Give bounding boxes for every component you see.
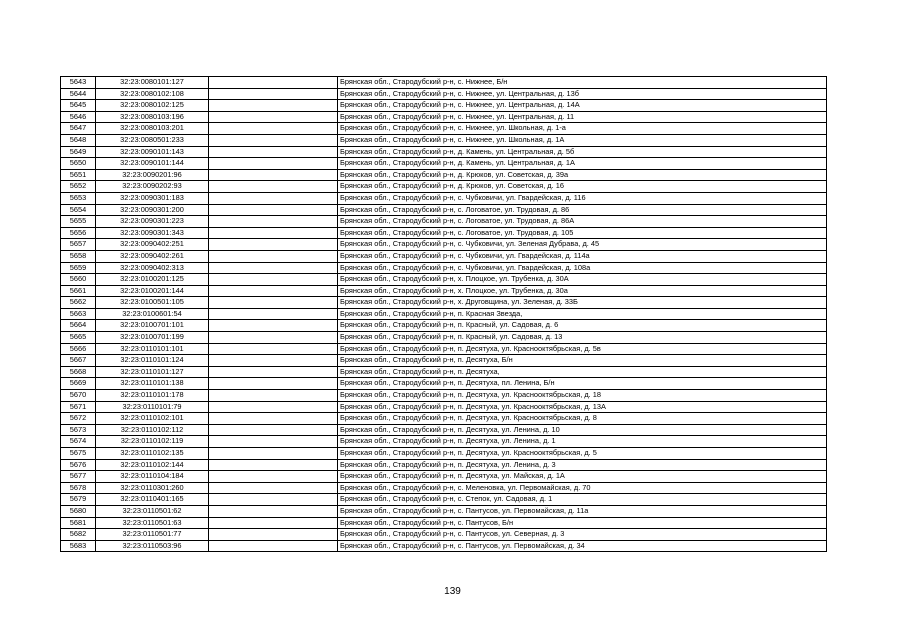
address-cell: Брянская обл., Стародубский р-н, с. Пантусов, ул. Первомайская, д. 11а bbox=[338, 505, 827, 517]
table-row bbox=[61, 540, 827, 552]
table-row bbox=[61, 297, 827, 309]
row-number-cell: 5668 bbox=[61, 366, 96, 378]
address-cell: Брянская обл., Стародубский р-н, х. Друговщина, ул. Зеленая, д. 33Б bbox=[338, 297, 827, 309]
empty-cell bbox=[209, 134, 338, 146]
empty-cell bbox=[209, 297, 338, 309]
row-number-cell: 5671 bbox=[61, 401, 96, 413]
row-number-cell: 5666 bbox=[61, 343, 96, 355]
table-row bbox=[61, 505, 827, 517]
row-number-cell: 5662 bbox=[61, 297, 96, 309]
row-number-cell: 5669 bbox=[61, 378, 96, 390]
empty-cell bbox=[209, 250, 338, 262]
empty-cell bbox=[209, 378, 338, 390]
table-row bbox=[61, 77, 827, 89]
table-row bbox=[61, 366, 827, 378]
cadastral-number-cell: 32:23:0100501:105 bbox=[96, 297, 209, 309]
cadastral-number-cell: 32:23:0110102:119 bbox=[96, 436, 209, 448]
table-row bbox=[61, 494, 827, 506]
table-row bbox=[61, 390, 827, 402]
row-number-cell: 5681 bbox=[61, 517, 96, 529]
address-cell: Брянская обл., Стародубский р-н, с. Степок, ул. Садовая, д. 1 bbox=[338, 494, 827, 506]
empty-cell bbox=[209, 308, 338, 320]
address-cell: Брянская обл., Стародубский р-н, п. Десятуха, ул. Краснооктябрьская, д. 8 bbox=[338, 413, 827, 425]
cadastral-number-cell: 32:23:0110501:62 bbox=[96, 505, 209, 517]
cadastral-number-cell: 32:23:0090402:261 bbox=[96, 250, 209, 262]
row-number-cell: 5682 bbox=[61, 529, 96, 541]
cadastral-number-cell: 32:23:0110102:112 bbox=[96, 424, 209, 436]
cadastral-number-cell: 32:23:0090202:93 bbox=[96, 181, 209, 193]
cadastral-number-cell: 32:23:0100601:54 bbox=[96, 308, 209, 320]
cadastral-number-cell: 32:23:0100201:125 bbox=[96, 274, 209, 286]
registry-table bbox=[60, 76, 827, 552]
address-cell: Брянская обл., Стародубский р-н, п. Десятуха, ул. Краснооктябрьская, д. 13А bbox=[338, 401, 827, 413]
cadastral-number-cell: 32:23:0080501:233 bbox=[96, 134, 209, 146]
address-cell: Брянская обл., Стародубский р-н, п. Красный, ул. Садовая, д. 6 bbox=[338, 320, 827, 332]
empty-cell bbox=[209, 77, 338, 89]
table-row bbox=[61, 459, 827, 471]
table-row bbox=[61, 343, 827, 355]
row-number-cell: 5673 bbox=[61, 424, 96, 436]
table-row bbox=[61, 517, 827, 529]
row-number-cell: 5672 bbox=[61, 413, 96, 425]
address-cell: Брянская обл., Стародубский р-н, д. Камень, ул. Центральная, д. 1А bbox=[338, 158, 827, 170]
address-cell: Брянская обл., Стародубский р-н, д. Камень, ул. Центральная, д. 5б bbox=[338, 146, 827, 158]
cadastral-number-cell: 32:23:0110503:96 bbox=[96, 540, 209, 552]
cadastral-number-cell: 32:23:0110101:178 bbox=[96, 390, 209, 402]
address-cell: Брянская обл., Стародубский р-н, п. Десятуха, ул. Ленина, д. 3 bbox=[338, 459, 827, 471]
row-number-cell: 5676 bbox=[61, 459, 96, 471]
empty-cell bbox=[209, 204, 338, 216]
row-number-cell: 5661 bbox=[61, 285, 96, 297]
address-cell: Брянская обл., Стародубский р-н, с. Нижнее, ул. Центральная, д. 14А bbox=[338, 100, 827, 112]
cadastral-number-cell: 32:23:0110101:79 bbox=[96, 401, 209, 413]
table-row bbox=[61, 436, 827, 448]
address-cell: Брянская обл., Стародубский р-н, с. Нижнее, ул. Школьная, д. 1А bbox=[338, 134, 827, 146]
row-number-cell: 5678 bbox=[61, 482, 96, 494]
row-number-cell: 5679 bbox=[61, 494, 96, 506]
cadastral-number-cell: 32:23:0110102:101 bbox=[96, 413, 209, 425]
cadastral-number-cell: 32:23:0090301:183 bbox=[96, 192, 209, 204]
address-cell: Брянская обл., Стародубский р-н, п. Десятуха, ул. Краснооктябрьская, д. 18 bbox=[338, 390, 827, 402]
address-cell: Брянская обл., Стародубский р-н, д. Крюков, ул. Советская, д. 16 bbox=[338, 181, 827, 193]
cadastral-number-cell: 32:23:0100701:199 bbox=[96, 332, 209, 344]
row-number-cell: 5680 bbox=[61, 505, 96, 517]
row-number-cell: 5674 bbox=[61, 436, 96, 448]
empty-cell bbox=[209, 459, 338, 471]
empty-cell bbox=[209, 390, 338, 402]
address-cell: Брянская обл., Стародубский р-н, п. Десятуха, пл. Ленина, Б/н bbox=[338, 378, 827, 390]
cadastral-number-cell: 32:23:0110501:77 bbox=[96, 529, 209, 541]
empty-cell bbox=[209, 517, 338, 529]
empty-cell bbox=[209, 320, 338, 332]
table-row bbox=[61, 239, 827, 251]
row-number-cell: 5649 bbox=[61, 146, 96, 158]
cadastral-number-cell: 32:23:0110102:135 bbox=[96, 448, 209, 460]
row-number-cell: 5650 bbox=[61, 158, 96, 170]
table-row bbox=[61, 204, 827, 216]
row-number-cell: 5675 bbox=[61, 448, 96, 460]
table-row bbox=[61, 529, 827, 541]
empty-cell bbox=[209, 239, 338, 251]
row-number-cell: 5663 bbox=[61, 308, 96, 320]
address-cell: Брянская обл., Стародубский р-н, с. Логоватое, ул. Трудовая, д. 86А bbox=[338, 216, 827, 228]
table-row bbox=[61, 169, 827, 181]
address-cell: Брянская обл., Стародубский р-н, с. Логоватое, ул. Трудовая, д. 105 bbox=[338, 227, 827, 239]
cadastral-number-cell: 32:23:0110101:124 bbox=[96, 355, 209, 367]
address-cell: Брянская обл., Стародубский р-н, с. Пантусов, Б/н bbox=[338, 517, 827, 529]
empty-cell bbox=[209, 343, 338, 355]
table-row bbox=[61, 181, 827, 193]
row-number-cell: 5651 bbox=[61, 169, 96, 181]
cadastral-number-cell: 32:23:0100701:101 bbox=[96, 320, 209, 332]
empty-cell bbox=[209, 262, 338, 274]
row-number-cell: 5644 bbox=[61, 88, 96, 100]
address-cell: Брянская обл., Стародубский р-н, п. Десятуха, ул. Ленина, д. 10 bbox=[338, 424, 827, 436]
row-number-cell: 5646 bbox=[61, 111, 96, 123]
empty-cell bbox=[209, 482, 338, 494]
table-row bbox=[61, 262, 827, 274]
row-number-cell: 5658 bbox=[61, 250, 96, 262]
address-cell: Брянская обл., Стародубский р-н, п. Красный, ул. Садовая, д. 13 bbox=[338, 332, 827, 344]
empty-cell bbox=[209, 192, 338, 204]
row-number-cell: 5659 bbox=[61, 262, 96, 274]
address-cell: Брянская обл., Стародубский р-н, с. Нижнее, Б/н bbox=[338, 77, 827, 89]
table-row bbox=[61, 88, 827, 100]
row-number-cell: 5667 bbox=[61, 355, 96, 367]
table-row bbox=[61, 111, 827, 123]
address-cell: Брянская обл., Стародубский р-н, п. Десятуха, ул. Краснооктябрьская, д. 5в bbox=[338, 343, 827, 355]
cadastral-number-cell: 32:23:0090402:313 bbox=[96, 262, 209, 274]
address-cell: Брянская обл., Стародубский р-н, х. Плоцкое, ул. Трубенка, д. 30А bbox=[338, 274, 827, 286]
empty-cell bbox=[209, 494, 338, 506]
cadastral-number-cell: 32:23:0110301:260 bbox=[96, 482, 209, 494]
empty-cell bbox=[209, 436, 338, 448]
empty-cell bbox=[209, 100, 338, 112]
table-row bbox=[61, 355, 827, 367]
empty-cell bbox=[209, 471, 338, 483]
table-row bbox=[61, 285, 827, 297]
address-cell: Брянская обл., Стародубский р-н, с. Нижнее, ул. Школьная, д. 1-а bbox=[338, 123, 827, 135]
empty-cell bbox=[209, 366, 338, 378]
table-row bbox=[61, 192, 827, 204]
table-row bbox=[61, 227, 827, 239]
address-cell: Брянская обл., Стародубский р-н, с. Нижнее, ул. Центральная, д. 11 bbox=[338, 111, 827, 123]
table-row bbox=[61, 471, 827, 483]
empty-cell bbox=[209, 401, 338, 413]
cadastral-number-cell: 32:23:0090201:96 bbox=[96, 169, 209, 181]
empty-cell bbox=[209, 111, 338, 123]
row-number-cell: 5652 bbox=[61, 181, 96, 193]
cadastral-number-cell: 32:23:0090101:144 bbox=[96, 158, 209, 170]
empty-cell bbox=[209, 274, 338, 286]
row-number-cell: 5654 bbox=[61, 204, 96, 216]
table-row bbox=[61, 482, 827, 494]
table-row bbox=[61, 413, 827, 425]
address-cell: Брянская обл., Стародубский р-н, с. Логоватое, ул. Трудовая, д. 86 bbox=[338, 204, 827, 216]
cadastral-number-cell: 32:23:0110102:144 bbox=[96, 459, 209, 471]
table-row bbox=[61, 448, 827, 460]
cadastral-number-cell: 32:23:0110101:101 bbox=[96, 343, 209, 355]
empty-cell bbox=[209, 169, 338, 181]
empty-cell bbox=[209, 227, 338, 239]
row-number-cell: 5660 bbox=[61, 274, 96, 286]
empty-cell bbox=[209, 448, 338, 460]
registry-table-body bbox=[61, 77, 827, 552]
row-number-cell: 5664 bbox=[61, 320, 96, 332]
cadastral-number-cell: 32:23:0090301:343 bbox=[96, 227, 209, 239]
empty-cell bbox=[209, 355, 338, 367]
address-cell: Брянская обл., Стародубский р-н, с. Чубковичи, ул. Гвардейская, д. 116 bbox=[338, 192, 827, 204]
table-row bbox=[61, 274, 827, 286]
row-number-cell: 5645 bbox=[61, 100, 96, 112]
row-number-cell: 5653 bbox=[61, 192, 96, 204]
cadastral-number-cell: 32:23:0080103:196 bbox=[96, 111, 209, 123]
cadastral-number-cell: 32:23:0080102:108 bbox=[96, 88, 209, 100]
cadastral-number-cell: 32:23:0090101:143 bbox=[96, 146, 209, 158]
cadastral-number-cell: 32:23:0110501:63 bbox=[96, 517, 209, 529]
address-cell: Брянская обл., Стародубский р-н, с. Нижнее, ул. Центральная, д. 13б bbox=[338, 88, 827, 100]
empty-cell bbox=[209, 216, 338, 228]
row-number-cell: 5657 bbox=[61, 239, 96, 251]
address-cell: Брянская обл., Стародубский р-н, с. Чубковичи, ул. Гвардейская, д. 108а bbox=[338, 262, 827, 274]
row-number-cell: 5647 bbox=[61, 123, 96, 135]
row-number-cell: 5683 bbox=[61, 540, 96, 552]
empty-cell bbox=[209, 181, 338, 193]
address-cell: Брянская обл., Стародубский р-н, с. Чубковичи, ул. Зеленая Дубрава, д. 45 bbox=[338, 239, 827, 251]
table-row bbox=[61, 146, 827, 158]
empty-cell bbox=[209, 123, 338, 135]
cadastral-number-cell: 32:23:0090402:251 bbox=[96, 239, 209, 251]
address-cell: Брянская обл., Стародубский р-н, п. Десятуха, ул. Майская, д. 1А bbox=[338, 471, 827, 483]
cadastral-number-cell: 32:23:0110104:184 bbox=[96, 471, 209, 483]
address-cell: Брянская обл., Стародубский р-н, с. Меленовка, ул. Первомайская, д. 70 bbox=[338, 482, 827, 494]
cadastral-number-cell: 32:23:0110101:138 bbox=[96, 378, 209, 390]
cadastral-number-cell: 32:23:0100201:144 bbox=[96, 285, 209, 297]
row-number-cell: 5655 bbox=[61, 216, 96, 228]
cadastral-number-cell: 32:23:0110401:165 bbox=[96, 494, 209, 506]
row-number-cell: 5670 bbox=[61, 390, 96, 402]
row-number-cell: 5643 bbox=[61, 77, 96, 89]
table-row bbox=[61, 250, 827, 262]
empty-cell bbox=[209, 540, 338, 552]
cadastral-number-cell: 32:23:0080101:127 bbox=[96, 77, 209, 89]
address-cell: Брянская обл., Стародубский р-н, д. Крюков, ул. Советская, д. 39а bbox=[338, 169, 827, 181]
table-row bbox=[61, 378, 827, 390]
cadastral-number-cell: 32:23:0110101:127 bbox=[96, 366, 209, 378]
empty-cell bbox=[209, 332, 338, 344]
address-cell: Брянская обл., Стародубский р-н, с. Чубковичи, ул. Гвардейская, д. 114а bbox=[338, 250, 827, 262]
table-row bbox=[61, 332, 827, 344]
address-cell: Брянская обл., Стародубский р-н, с. Пантусов, ул. Первомайская, д. 34 bbox=[338, 540, 827, 552]
address-cell: Брянская обл., Стародубский р-н, п. Десятуха, ул. Ленина, д. 1 bbox=[338, 436, 827, 448]
address-cell: Брянская обл., Стародубский р-н, п. Красная Звезда, bbox=[338, 308, 827, 320]
row-number-cell: 5665 bbox=[61, 332, 96, 344]
empty-cell bbox=[209, 424, 338, 436]
empty-cell bbox=[209, 529, 338, 541]
empty-cell bbox=[209, 413, 338, 425]
table-row bbox=[61, 308, 827, 320]
cadastral-number-cell: 32:23:0080103:201 bbox=[96, 123, 209, 135]
empty-cell bbox=[209, 88, 338, 100]
table-row bbox=[61, 216, 827, 228]
table-row bbox=[61, 424, 827, 436]
cadastral-number-cell: 32:23:0090301:223 bbox=[96, 216, 209, 228]
page-number: 139 bbox=[444, 586, 461, 597]
address-cell: Брянская обл., Стародубский р-н, с. Пантусов, ул. Северная, д. 3 bbox=[338, 529, 827, 541]
empty-cell bbox=[209, 158, 338, 170]
table-row bbox=[61, 320, 827, 332]
cadastral-number-cell: 32:23:0090301:200 bbox=[96, 204, 209, 216]
empty-cell bbox=[209, 285, 338, 297]
table-row bbox=[61, 100, 827, 112]
address-cell: Брянская обл., Стародубский р-н, х. Плоцкое, ул. Трубенка, д. 30а bbox=[338, 285, 827, 297]
cadastral-number-cell: 32:23:0080102:125 bbox=[96, 100, 209, 112]
row-number-cell: 5656 bbox=[61, 227, 96, 239]
row-number-cell: 5648 bbox=[61, 134, 96, 146]
address-cell: Брянская обл., Стародубский р-н, п. Десятуха, bbox=[338, 366, 827, 378]
row-number-cell: 5677 bbox=[61, 471, 96, 483]
table-row bbox=[61, 134, 827, 146]
address-cell: Брянская обл., Стародубский р-н, п. Десятуха, Б/н bbox=[338, 355, 827, 367]
table-row bbox=[61, 401, 827, 413]
empty-cell bbox=[209, 146, 338, 158]
table-row bbox=[61, 158, 827, 170]
empty-cell bbox=[209, 505, 338, 517]
address-cell: Брянская обл., Стародубский р-н, п. Десятуха, ул. Краснооктябрьская, д. 5 bbox=[338, 448, 827, 460]
table-row bbox=[61, 123, 827, 135]
